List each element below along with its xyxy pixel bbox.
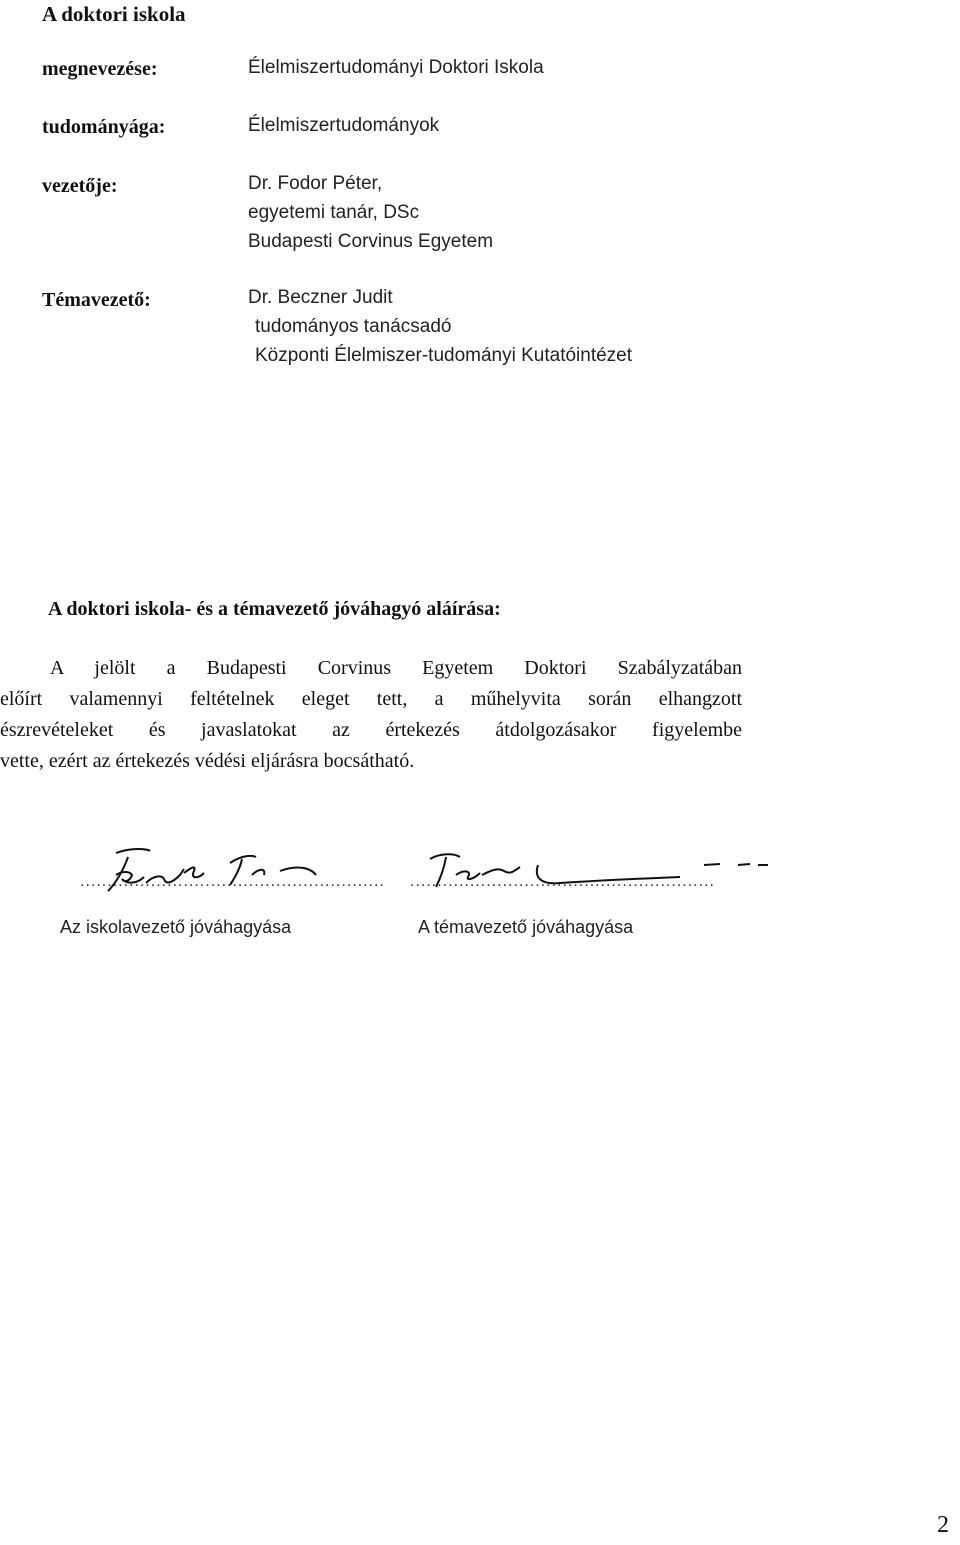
left-signature-line: ........................................................ bbox=[80, 873, 385, 890]
field-value-head-line2: egyetemi tanár, DSc bbox=[248, 202, 420, 223]
field-label-discipline: tudományága: bbox=[42, 116, 166, 138]
left-handwritten-signature bbox=[84, 845, 354, 900]
left-signature-caption: Az iskolavezető jóváhagyása bbox=[60, 917, 292, 937]
field-value-supervisor-line1: Dr. Beczner Judit bbox=[248, 287, 393, 308]
field-label-supervisor: Témavezető: bbox=[42, 289, 151, 311]
approval-line-3: észrevételeket és javaslatokat az értekezés átdolgozásakor figyelembe bbox=[0, 719, 742, 741]
field-value-supervisor-line2: tudományos tanácsadó bbox=[255, 316, 452, 337]
approval-line-4: vette, ezért az értekezés védési eljárásra bocsátható. bbox=[0, 750, 415, 772]
field-value-name: Élelmiszertudományi Doktori Iskola bbox=[248, 57, 544, 78]
approval-heading: A doktori iskola- és a témavezető jóváhagyó aláírása: bbox=[48, 598, 501, 620]
field-value-supervisor-line3: Központi Élelmiszer-tudományi Kutatóintézet bbox=[255, 345, 633, 366]
page-number: 2 bbox=[937, 1512, 949, 1538]
approval-line-2: előírt valamennyi feltételnek eleget tett, a műhelyvita során elhangzott bbox=[0, 688, 742, 710]
field-value-head-line3: Budapesti Corvinus Egyetem bbox=[248, 231, 494, 252]
right-signature-caption: A témavezető jóváhagyása bbox=[418, 917, 634, 937]
field-label-name: megnevezése: bbox=[42, 58, 158, 80]
right-signature-line: ........................................................ bbox=[410, 873, 715, 890]
document-title: A doktori iskola bbox=[42, 2, 186, 26]
approval-paragraph bbox=[0, 653, 742, 777]
field-value-discipline: Élelmiszertudományok bbox=[248, 115, 440, 136]
approval-line-1: A jelölt a Budapesti Corvinus Egyetem Doktori Szabályzatában bbox=[50, 657, 742, 679]
right-handwritten-signature bbox=[420, 845, 780, 900]
field-value-head-line1: Dr. Fodor Péter, bbox=[248, 173, 383, 194]
field-label-head: vezetője: bbox=[42, 175, 118, 197]
